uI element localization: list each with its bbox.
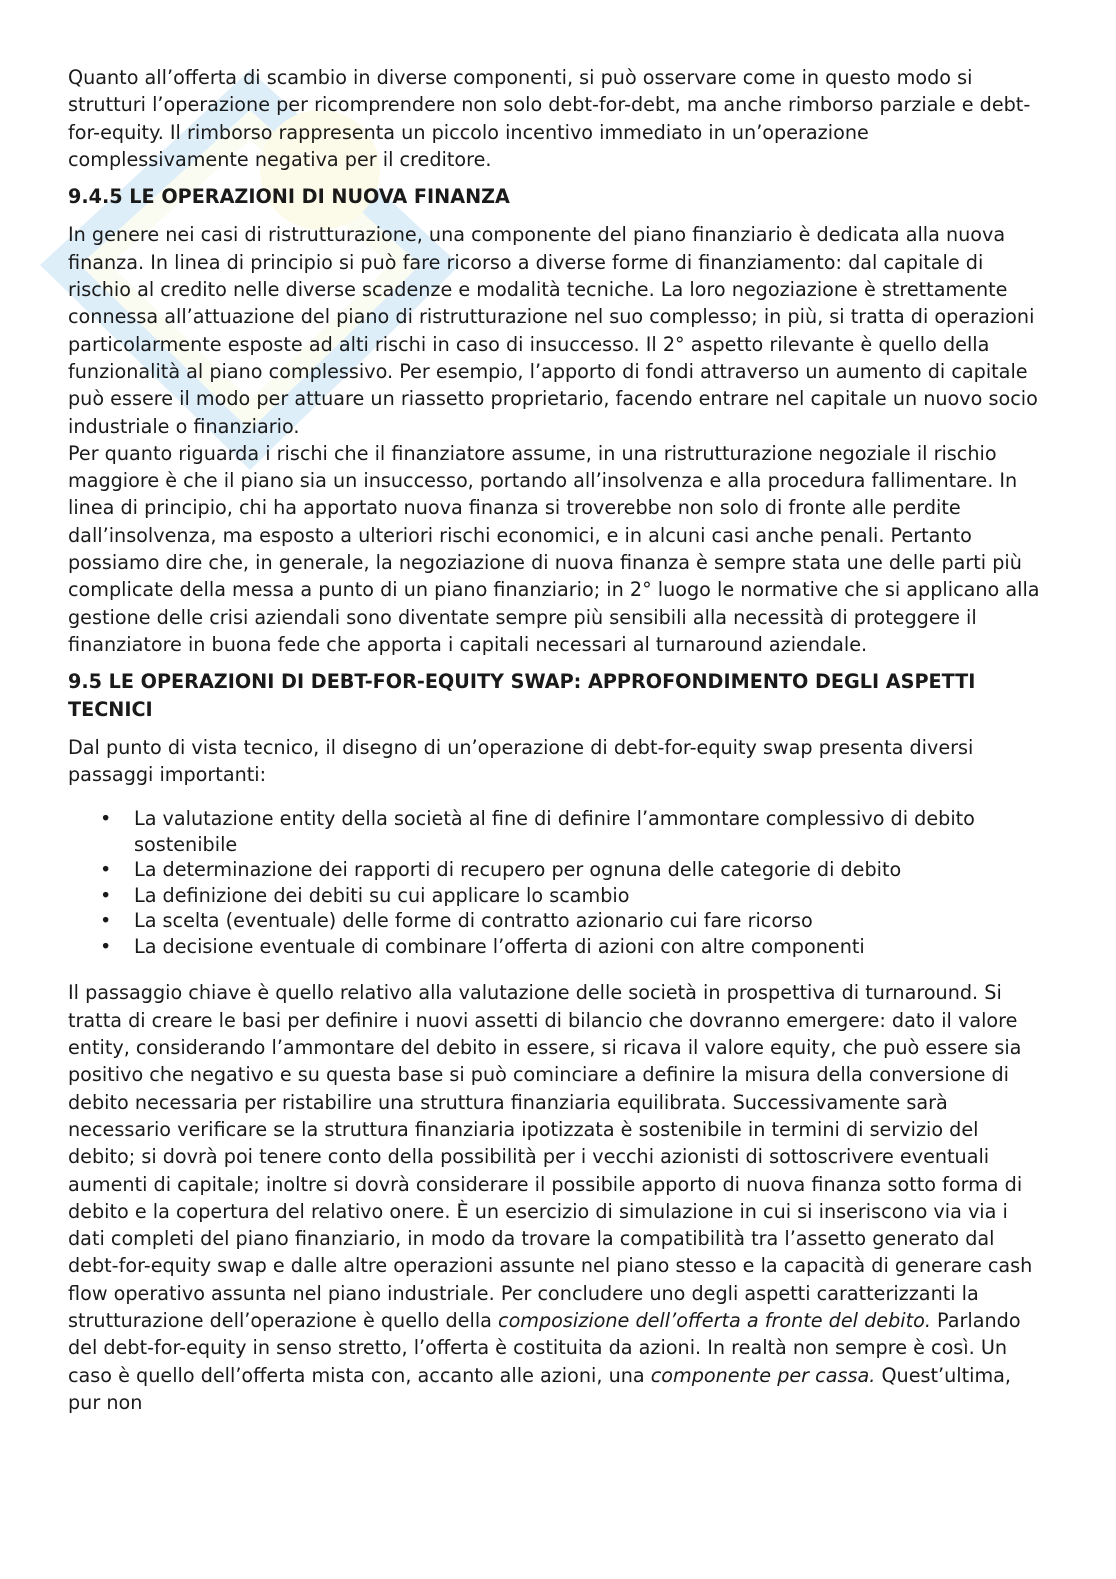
list-item: • La decisione eventuale di combinare l’offerta di azioni con altre componenti <box>68 934 1048 960</box>
text-run: Il passaggio chiave è quello relativo alla valutazione delle società in prospettiva di turnaround. Si tratta di creare le basi per definire i nuovi assetti di bilancio che dovranno emergere: dato il valore entity, considerando l’ammontare del debito in essere, si ricava il valore equity, che può essere sia positivo che negativo e su questa base si può cominciare a definire la misura della conversione di debito necessaria per ristabilire una struttura finanziaria equilibrata. Successivamente sarà necessario verificare se la struttura finanziaria ipotizzata è sostenibile in termini di servizio del debito; si dovrà poi tenere conto della possibilità per i vecchi azionisti di sottoscrivere eventuali aumenti di capitale; inoltre si dovrà considerare il possibile apporto di nuova finanza sotto forma di debito e la copertura del relativo onere. È un esercizio di simulazione in cui si inseriscono via via i dati completi del piano finanziario, in modo da trovare la compatibilità tra l’assetto generato dal debt-for-equity swap e dalle altre operazioni assunte nel piano stesso e la capacità di generare cash flow operativo assunta nel piano industriale. Per concludere uno degli aspetti caratterizzanti la strutturazione dell’operazione è quello della <box>68 981 1033 1332</box>
list-item: • La scelta (eventuale) delle forme di contratto azionario cui fare ricorso <box>68 908 1048 934</box>
heading-9-4-5: 9.4.5 LE OPERAZIONI DI NUOVA FINANZA <box>68 185 510 209</box>
text-run: Quest’ultima, pur non <box>68 1363 1012 1414</box>
paragraph-passaggio-chiave <box>68 979 1048 1416</box>
paragraph-debt-equity-intro: Dal punto di vista tecnico, il disegno di un’operazione di debt-for-equity swap presenta diversi passaggi importanti: <box>68 735 974 787</box>
list-item: • La valutazione entity della società al fine di definire l’ammontare complessivo di debito sostenibile <box>68 806 1048 857</box>
list-item: • La definizione dei debiti su cui applicare lo scambio <box>68 883 1048 909</box>
paragraph-nuova-finanza-1: In genere nei casi di ristrutturazione, una componente del piano finanziario è dedicata alla nuova finanza. In linea di principio si può fare ricorso a diverse forme di finanziamento: dal capitale di rischio al credito nelle diverse scadenze e modalità tecniche. La loro negoziazione è strettamente connessa all’attuazione del piano di ristrutturazione nel suo complesso; in più, si tratta di operazioni particolarmente esposte ad alti rischi in caso di insuccesso. Il 2° aspetto rilevante è quello della funzionalità al piano complessivo. Per esempio, l’apporto di fondi attraverso un aumento di capitale può essere il modo per attuare un riassetto proprietario, facendo entrare nel capitale un nuovo socio industriale o finanziario. <box>68 223 1038 438</box>
bullet-list <box>68 806 1048 959</box>
paragraph-nuova-finanza-2: Per quanto riguarda i rischi che il finanziatore assume, in una ristrutturazione negoziale il rischio maggiore è che il piano sia un insuccesso, portando all’insolvenza e alla procedura fallimentare. In linea di principio, chi ha apportato nuova finanza si troverebbe non solo di fronte alle perdite dall’insolvenza, ma esposto a ulteriori rischi economici, e in alcuni casi anche penali. Pertanto possiamo dire che, in generale, la negoziazione di nuova finanza è sempre stata une delle parti più complicate della messa a punto di un piano finanziario; in 2° luogo le normative che si applicano alla gestione delle crisi aziendali sono diventate sempre più sensibili alla necessità di proteggere il finanziatore in buona fede che apporta i capitali necessari al turnaround aziendale. <box>68 441 1040 656</box>
document-page <box>68 64 1048 1416</box>
italic-text: composizione dell’offerta a fronte del debito. <box>498 1308 931 1332</box>
italic-text: componente per cassa. <box>650 1363 876 1387</box>
intro-paragraph: Quanto all’offerta di scambio in diverse componenti, si può osservare come in questo modo si strutturi l’operazione per ricomprendere non solo debt-for-debt, ma anche rimborso parziale e debt-for-equity. Il rimborso rappresenta un piccolo incentivo immediato in un’operazione complessivamente negativa per il creditore. <box>68 66 1031 171</box>
text-run: Parlando del debt-for-equity in senso stretto, l’offerta è costituita da azioni. In realtà non sempre è così. Un caso è quello dell’offerta mista con, accanto alle azioni, una <box>68 1308 1021 1387</box>
heading-9-5: 9.5 LE OPERAZIONI DI DEBT-FOR-EQUITY SWAP: APPROFONDIMENTO DEGLI ASPETTI TECNICI <box>68 670 976 721</box>
list-item: • La determinazione dei rapporti di recupero per ognuna delle categorie di debito <box>68 857 1048 883</box>
